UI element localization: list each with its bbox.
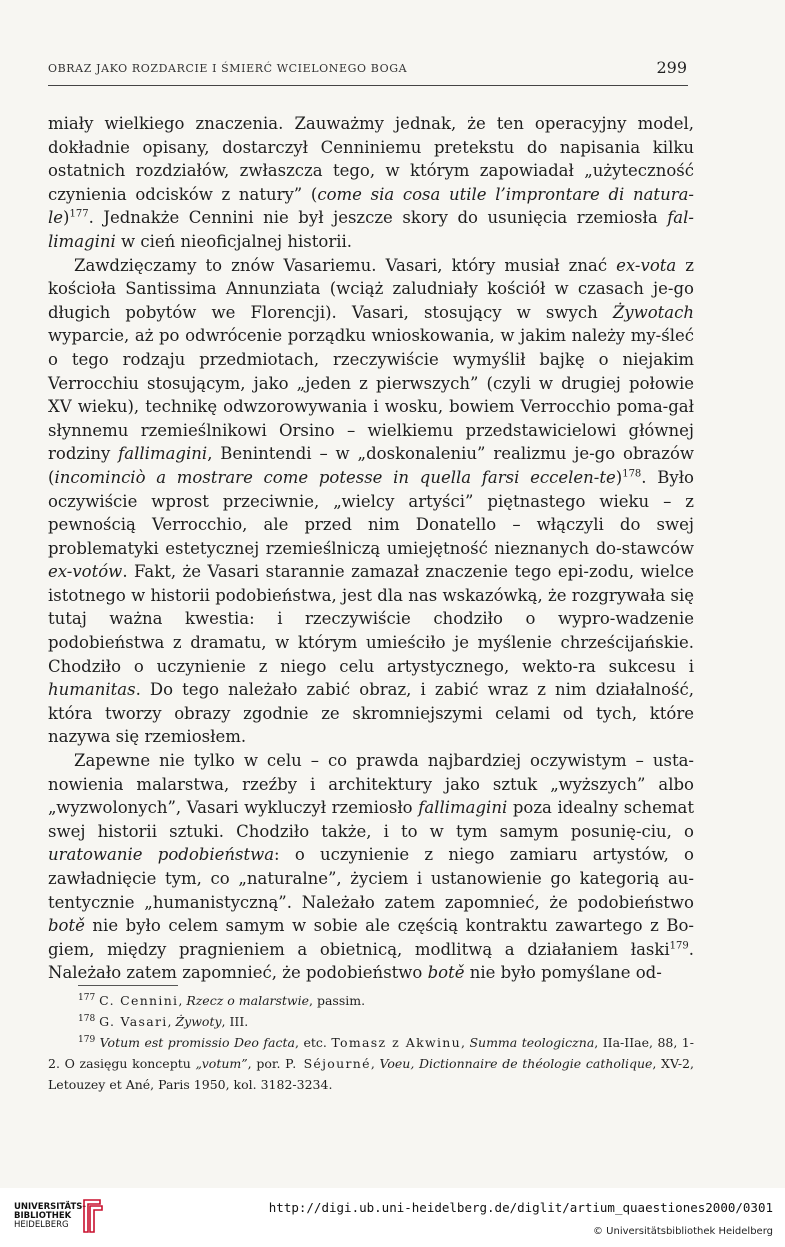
running-head: OBRAZ JAKO ROZDARCIE I ŚMIERĆ WCIELONEGO BOGA xyxy=(48,62,408,75)
footnote-number: 179 xyxy=(78,1034,96,1045)
footnote-number: 177 xyxy=(78,992,96,1003)
logo-line: UNIVERSITÄTS- xyxy=(14,1202,86,1212)
library-logo-text xyxy=(14,1203,86,1230)
text-run: . Fakt, że Vasari starannie zamazał znaczenie tego epi-zodu, wielce istotnego w historii podobieństwa, jest dla nas wskazówką, że rozgrywała się tutaj ważna kwestia: i rzeczywiście chodziło o wypro-wadzenie podobieństwa z dramatu, w którym umieściło je myślenie chrześcijańskie. Chodziło o uczynienie z niego celu artystycznego, wekto-ra sukcesu i xyxy=(48,562,694,676)
text-run: poza idealny schemat swej historii sztuki. Chodziło także, i to w tym samym posunię-ciu, o xyxy=(48,798,694,841)
text-run: Zawdzięczamy to znów Vasariemu. Vasari, który musiał znać xyxy=(74,255,617,275)
text-run: , xyxy=(167,1014,176,1029)
italic-run: Żywotach xyxy=(612,302,694,322)
text-run: , xyxy=(460,1035,470,1050)
text-run: w cień nieoficjalnej historii. xyxy=(115,231,353,251)
footnote-ref-179: 179 xyxy=(669,940,689,952)
header-rule xyxy=(48,85,688,86)
italic-run: Votum est promissio Deo facta xyxy=(99,1035,295,1050)
footnote-author: G. Vasari xyxy=(99,1014,168,1029)
logo-line: HEIDELBERG xyxy=(14,1220,69,1230)
text-run: . Jednakże Cennini nie był jeszcze skory do usunięcia rzemiosła xyxy=(88,208,668,228)
text-run: , passim. xyxy=(309,993,366,1008)
text-run: ) xyxy=(615,467,623,487)
text-run: , xyxy=(370,1056,380,1071)
paragraph-1 xyxy=(48,112,694,254)
library-logo-icon xyxy=(78,1196,106,1236)
footnote-title: Rzecz o malarstwie xyxy=(186,993,310,1008)
footnote-title: Żywoty xyxy=(175,1014,222,1029)
italic-run: „votum” xyxy=(195,1056,248,1071)
italic-run: fallimagini xyxy=(418,798,508,818)
footnote-177 xyxy=(48,990,694,1011)
footnote-ref-177: 177 xyxy=(69,208,89,220)
footnote-178 xyxy=(48,1011,694,1032)
text-run: , III. xyxy=(221,1014,249,1029)
paragraph-2 xyxy=(48,254,694,749)
text-run: , IIa-IIae, 88, 1-2. O zasięgu konceptu xyxy=(48,1035,694,1071)
text-run: nie było pomyślane od- xyxy=(464,963,662,983)
text-run: nie było celem samym w sobie ale częścią kontraktu zawartego z Bo-giem, między pragnieniem a obietnicą, modlitwą a działaniem łaski xyxy=(48,916,694,959)
source-url-link[interactable]: http://digi.ub.uni-heidelberg.de/diglit/artium_quaestiones2000/0301 xyxy=(268,1200,773,1215)
italic-run: botě xyxy=(427,963,465,983)
text-run: . Było oczywiście wprost przeciwnie, „wielcy artyści” piętnastego wieku – z pewnością Verrocchio, ale przed nim Donatello – włączyli do swej problematyki estetycznej rzemieślniczą umiejętność nieznanych do-stawców xyxy=(48,467,694,558)
text-run: . Do tego należało zabić obraz, i zabić wraz z nim działalność, która tworzy obrazy zgodnie ze skromniejszymi celami od tych, które nazywa się rzemiosłem. xyxy=(48,680,694,747)
italic-run: ex-votów xyxy=(48,562,123,582)
italic-run: botě xyxy=(48,916,85,936)
italic-run: incominciò a mostrare come potesse in quella farsi eccelen-te xyxy=(54,467,616,487)
main-text xyxy=(48,112,694,985)
text-run: : o uczynienie z niego zamiaru artystów, o zawładnięcie tym, co „naturalne”, życiem i ustanowienie go kategorią au-tentycznie „humanistyczną”. Należało zatem zapomnieć, że podobieństwo xyxy=(48,845,694,912)
footnote-author: C. Cennini xyxy=(99,993,179,1008)
text-run: z kościoła Santissima Annunziata (wciąż zaludniały kościół w czasach je-go długich pobytów we Florencji). Vasari, stosujący w swych xyxy=(48,255,694,322)
paragraph-3 xyxy=(48,749,694,985)
footnote-author: P. Séjourné xyxy=(285,1056,371,1071)
text-run: , por. xyxy=(247,1056,286,1071)
footnote-rule xyxy=(78,985,178,986)
footnote-ref-178: 178 xyxy=(622,468,642,480)
italic-run: humanitas xyxy=(48,680,136,700)
text-run: , xyxy=(178,993,187,1008)
page-number: 299 xyxy=(656,58,687,77)
text-run: Zapewne nie tylko w celu – co prawda najbardziej oczywistym – usta-nowienia malarstwa, rzeźby i architektury jako sztuk „wyższych” albo „wyzwolonych”, Vasari wykluczył rzemiosło xyxy=(48,751,694,818)
footnote-179 xyxy=(48,1032,694,1095)
italic-run: fallimagini xyxy=(118,444,208,464)
footer-bar xyxy=(0,1188,785,1247)
text-run: , XV-2, Letouzey et Ané, Paris 1950, kol. 3182-3234. xyxy=(48,1056,694,1092)
copyright-notice: © Universitätsbibliothek Heidelberg xyxy=(592,1226,773,1237)
italic-run: ex-vota xyxy=(616,255,677,275)
footnote-author: Tomasz z Akwinu xyxy=(331,1035,461,1050)
text-run: . Należało zatem zapomnieć, że podobieństwo xyxy=(48,939,694,983)
footnote-title: Voeu, Dictionnaire de théologie catholique xyxy=(379,1056,653,1071)
footnote-number: 178 xyxy=(78,1013,96,1024)
italic-run: uratowanie podobieństwa xyxy=(48,845,275,865)
text-run: , Benintendi – w „doskonaleniu” realizmu je-go obrazów ( xyxy=(48,444,694,487)
logo-line: BIBLIOTHEK xyxy=(14,1211,72,1221)
text-run: , etc. xyxy=(294,1035,332,1050)
italic-run: fal-limagini xyxy=(48,208,694,251)
text-run: wyparcie, aż po odwrócenie porządku wnioskowania, w jakim należy my-śleć o tego rodzaju przedmiotach, rzeczywiście wymyślił bajkę o niejakim Verrocchiu stosującym, jako „jeden z pierwszych” (czyli w drugiej połowie XV wieku), technikę odwzorowywania i wosku, bowiem Verrocchio poma-gał słynnemu rzemieślnikowi Orsino – wielkiemu przedstawicielowi głównej rodziny xyxy=(48,326,694,464)
text-run: miały wielkiego znaczenia. Zauważmy jednak, że ten operacyjny model, dokładnie opisany, dostarczył Cenniniemu pretekstu do napisania kilku ostatnich rozdziałów, zwłaszcza tego, w którym zapowiadał „użyteczność czynienia odcisków z natury” ( xyxy=(48,114,694,204)
footnote-title: Summa teologiczna xyxy=(469,1035,595,1050)
italic-run: come sia cosa utile l’improntare di natura-le xyxy=(48,184,694,228)
footnotes xyxy=(48,990,694,1095)
text-run: ) xyxy=(63,208,70,228)
